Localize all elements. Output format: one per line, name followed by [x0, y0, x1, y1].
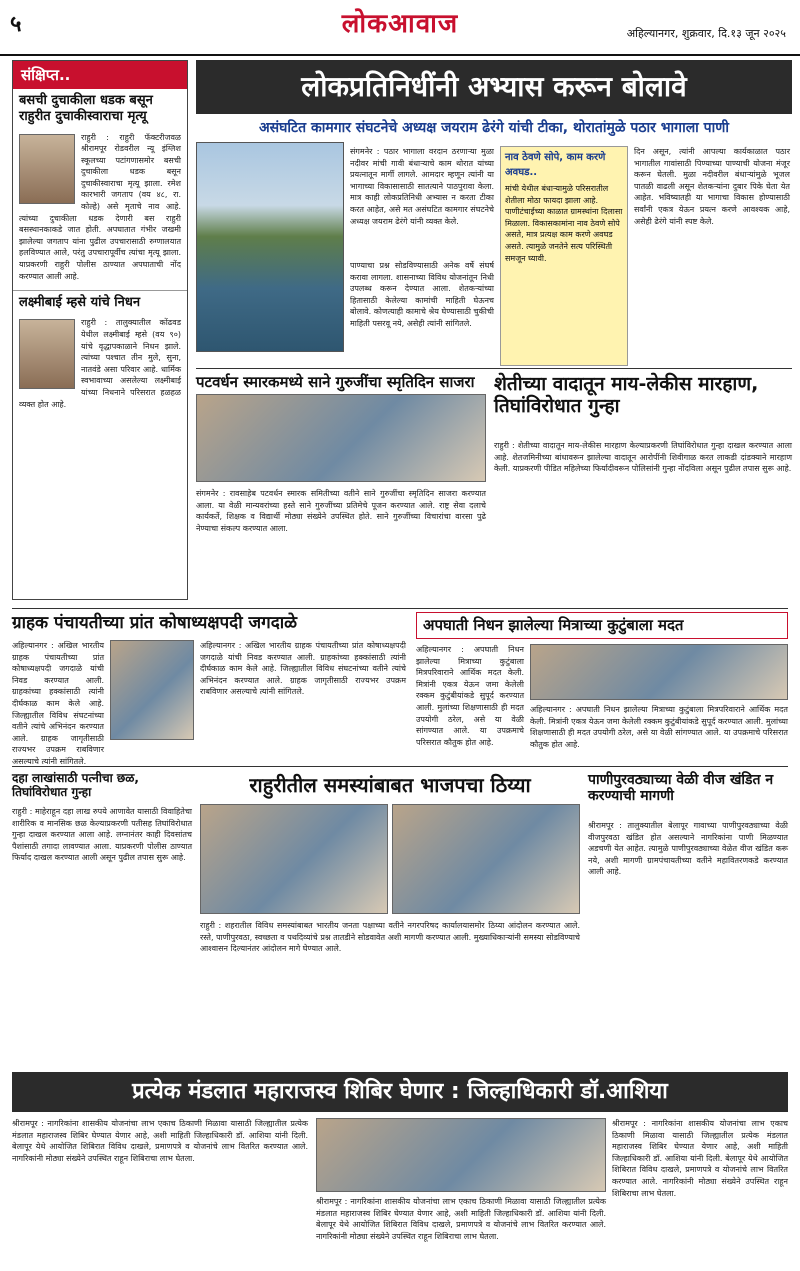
sane-guruji-body: संगमनेर : रावसाहेब पटवर्धन स्मारक समितीच्या वतीने साने गुरुजींचा स्मृतिदिन साजरा करण्यात आला. या वेळी मान्यवरांच्या हस्ते साने गुरुजींच्या प्रतिमेचे पूजन करण्यात आले. राष्ट्र सेवा दलाचे कार्यकर्ते, शिक्षक व विद्यार्थी मोठ्या संख्येने उपस्थित होते. साने गुरुजींच्या विचारांचा वारसा पुढे नेण्याचा संकल्प करण्यात आला. — [196, 489, 486, 533]
page-number: ५ — [10, 12, 22, 37]
protest-photo-1 — [200, 804, 388, 914]
portrait-photo — [19, 319, 75, 389]
accident-help-body: अहिल्यानगर : अपघाती निधन झालेल्या मित्राच्या कुटुंबाला मित्रपरिवाराने आर्थिक मदत केली. मित्रांनी एकत्र येऊन जमा केलेली रक्कम कुटुंबीयांकडे सुपूर्द करण्यात आली. मुलांच्या शिक्षणासाठी ही मदत उपयोगी ठरेल, असे या वेळी सांगण्यात आले. या उपक्रमाचे परिसरात कौतुक होत आहे. — [416, 645, 524, 747]
sane-guruji-headline: पटवर्धन स्मारकमध्ये साने गुरुजींचा स्मृतिदिन साजरा — [196, 373, 475, 391]
group-photo — [530, 644, 788, 700]
revenue-camp-body-2: श्रीरामपूर : नागरिकांना शासकीय योजनांचा लाभ एकाच ठिकाणी मिळावा यासाठी जिल्ह्यातील प्रत्येक मंडलात महाराजस्व शिबिर घेण्यात येणार आहे, अशी माहिती जिल्हाधिकारी डॉ. आशिया यांनी दिली. बेलापूर येथे आयोजित शिबिरात विविध दाखले, प्रमाणपत्रे व योजनांचे लाभ वितरित करण्यात आले. नागरिकांनी मोठ्या संख्येने उपस्थित राहून शिबिराचा लाभ घेतला. — [316, 1197, 606, 1241]
brief-news-sidebar — [12, 60, 188, 600]
highlight-box-body: मांची येथील बंधाऱ्यामुळे परिसरातील शेतीला मोठा फायदा झाला आहे. पाणीटंचाईच्या काळात ग्रामस्थांना दिलासा मिळाला. विकासकामांना नाव ठेवणे सोपे असते, मात्र प्रत्यक्ष काम करणे अवघड असते. त्यामुळे जनतेने सत्य परिस्थिती समजून घ्यावी. — [505, 184, 623, 263]
camp-photo — [316, 1118, 606, 1192]
assault-headline: शेतीच्या वादातून माय-लेकीस मारहाण, तिघांविरोधात गुन्हा — [494, 373, 759, 417]
consumer-panchayat-headline: ग्राहक पंचायतीच्या प्रांत कोषाध्यक्षपदी जगदाळे — [12, 613, 298, 633]
power-cut-body: श्रीरामपूर : तालुक्यातील बेलापूर गावाच्या पाणीपुरवठ्याच्या वेळी वीजपुरवठा खंडित होत असल्याने नागरिकांना पाणी मिळण्यात अडचणी येत आहेत. त्यामुळे पाणीपुरवठ्याच्या वेळेत वीज खंडित करू नये, अशी मागणी ग्रामपंचायतीच्या वतीने महावितरणकडे करण्यात आली आहे. — [588, 821, 788, 877]
dateline: अहिल्यानगर, शुक्रवार, दि.१३ जून २०२५ — [626, 27, 786, 40]
lead-highlight-box — [500, 146, 628, 366]
revenue-camp-body-3: श्रीरामपूर : नागरिकांना शासकीय योजनांचा लाभ एकाच ठिकाणी मिळावा यासाठी जिल्ह्यातील प्रत्येक मंडलात महाराजस्व शिबिर घेण्यात येणार आहे, अशी माहिती जिल्हाधिकारी डॉ. आशिया यांनी दिली. बेलापूर येथे आयोजित शिबिरात विविध दाखले, प्रमाणपत्रे व योजनांचे लाभ वितरित करण्यात आले. नागरिकांनी मोठ्या संख्येने उपस्थित राहून शिबिराचा लाभ घेतला. — [612, 1119, 788, 1198]
divider — [12, 608, 788, 609]
harassment-body: राहुरी : माहेराहून दहा लाख रुपये आणावेत यासाठी विवाहितेचा शारीरिक व मानसिक छळ केल्याप्रकरणी पतीसह तिघांविरोधात गुन्हा दाखल करण्यात आला आहे. लग्नानंतर काही दिवसांतच पैशांसाठी तगादा लावण्यात आला. याप्रकरणी पोलीस ठाण्यात फिर्याद दाखल करण्यात आली असून पुढील तपास सुरू आहे. — [12, 807, 192, 863]
lead-subheadline: असंघटित कामगार संघटनेचे अध्यक्ष जयराम ढेरंगे यांची टीका, थोरातांमुळे पठार भागाला पाणी — [258, 120, 730, 136]
highlight-box-title: नाव ठेवणे सोपे, काम करणे अवघड.. — [505, 152, 606, 178]
event-photo — [196, 394, 486, 482]
brief-headline-1: बसची दुचाकीला धडक बसून राहुरीत दुचाकीस्वाराचा मृत्यू — [19, 93, 153, 125]
lead-column-2: पाण्याचा प्रश्न सोडविण्यासाठी अनेक वर्षे संघर्ष करावा लागला. शासनाच्या विविध योजनांतून निधी उपलब्ध करून देण्यात आला. शेतकऱ्यांच्या हितासाठी केलेल्या कामांची माहिती घेऊनच बोलावे. कोणत्याही कामाचे श्रेय घेण्यासाठी चुकीची माहिती पसरवू नये, असेही त्यांनी सांगितले. — [350, 261, 494, 328]
consumer-panchayat-body-a: अहिल्यानगर : अखिल भारतीय ग्राहक पंचायतीच्या प्रांत कोषाध्यक्षपदी जगदाळे यांची निवड करण्यात आली. ग्राहकांच्या हक्कांसाठी त्यांनी दीर्घकाळ काम केले आहे. जिल्ह्यातील विविध संघटनांच्या वतीने त्यांचे अभिनंदन करण्यात आले. ग्राहक जागृतीसाठी राज्यभर उपक्रम राबविणार असल्याचे त्यांनी सांगितले. — [12, 641, 104, 766]
dam-photo — [196, 142, 344, 352]
lead-column-3: दिन असून, त्यांनी आपल्या कार्यकाळात पठार भागातील गावांसाठी पिण्याच्या पाण्याची योजना मंजूर करून घेतली. मुळा नदीवरील बंधाऱ्यांमुळे भूजल पातळी वाढली असून शेतकऱ्यांना दुबार पिके घेता येत आहेत. भविष्यातही या भागाचा विकास होण्यासाठी सर्वांनी एकत्र येऊन प्रयत्न करणे आवश्यक आहे, असेही ढेरंगे यांनी स्पष्ट केले. — [634, 147, 790, 226]
revenue-camp-headline: प्रत्येक मंडलात महाराजस्व शिबिर घेणार : जिल्हाधिकारी डॉ.आशिया — [12, 1072, 788, 1112]
divider — [196, 368, 792, 369]
sidebar-title: संक्षिप्त.. — [13, 61, 187, 89]
protest-photo-2 — [392, 804, 580, 914]
lead-column-1: संगमनेर : पठार भागाला वरदान ठरणाऱ्या मुळा नदीवर मांची गावी बंधाऱ्याचे काम थोरात यांच्या प्रयत्नातून मार्गी लागले. आमदार म्हणून त्यांनी या भागाच्या विकासासाठी सातत्याने पाठपुरावा केला. मात्र काही लोकप्रतिनिधी अभ्यास न करता टीका करत आहेत, असे मत असंघटित कामगार संघटनेचे अध्यक्ष जयराम ढेरंगे यांनी व्यक्त केले. — [350, 147, 494, 226]
revenue-camp-body: श्रीरामपूर : नागरिकांना शासकीय योजनांचा लाभ एकाच ठिकाणी मिळावा यासाठी जिल्ह्यातील प्रत्येक मंडलात महाराजस्व शिबिर घेण्यात येणार आहे, अशी माहिती जिल्हाधिकारी डॉ. आशिया यांनी दिली. बेलापूर येथे आयोजित शिबिरात विविध दाखले, प्रमाणपत्रे व योजनांचे लाभ वितरित करण्यात आले. नागरिकांनी मोठ्या संख्येने उपस्थित राहून शिबिराचा लाभ घेतला. — [12, 1119, 308, 1163]
accident-help-headline: अपघाती निधन झालेल्या मित्राच्या कुटुंबाला मदत — [416, 612, 788, 639]
lead-headline: लोकप्रतिनिधींनी अभ्यास करून बोलावे — [196, 60, 792, 114]
brief-headline-2: लक्ष्मीबाई म्हसे यांचे निधन — [13, 290, 187, 315]
harassment-headline: दहा लाखांसाठी पत्नीचा छळ, तिघांविरोधात गुन्हा — [12, 771, 139, 799]
power-cut-headline: पाणीपुरवठ्याच्या वेळी वीज खंडित न करण्याची मागणी — [588, 772, 774, 805]
divider — [12, 766, 788, 767]
brief-body-2: राहुरी : तालुक्यातील कोंढवड येथील लक्ष्मीबाई म्हसे (वय ९०) यांचे वृद्धापकाळाने निधन झाले. त्यांच्या पश्चात तीन मुले, सुना, नातवंडे असा परिवार आहे. धार्मिक स्वभावाच्या असलेल्या लक्ष्मीबाई यांच्या निधनाने परिसरात हळहळ व्यक्त होत आहे. — [19, 318, 181, 409]
newspaper-logo: लोकआवाज — [341, 9, 459, 39]
accident-help-body-2: अहिल्यानगर : अपघाती निधन झालेल्या मित्राच्या कुटुंबाला मित्रपरिवाराने आर्थिक मदत केली. मित्रांनी एकत्र येऊन जमा केलेली रक्कम कुटुंबीयांकडे सुपूर्द करण्यात आली. मुलांच्या शिक्षणासाठी ही मदत उपयोगी ठरेल, असे या वेळी सांगण्यात आले. या उपक्रमाचे परिसरात कौतुक होत आहे. — [530, 705, 788, 749]
consumer-panchayat-body-b: अहिल्यानगर : अखिल भारतीय ग्राहक पंचायतीच्या प्रांत कोषाध्यक्षपदी जगदाळे यांची निवड करण्यात आली. ग्राहकांच्या हक्कांसाठी त्यांनी दीर्घकाळ काम केले आहे. जिल्ह्यातील विविध संघटनांच्या वतीने त्यांचे अभिनंदन करण्यात आले. ग्राहक जागृतीसाठी राज्यभर उपक्रम राबविणार असल्याचे त्यांनी सांगितले. — [200, 641, 406, 697]
assault-body: राहुरी : शेतीच्या वादातून माय-लेकीस मारहाण केल्याप्रकरणी तिघांविरोधात गुन्हा दाखल करण्यात आला आहे. शेतजमिनीच्या बांधावरून झालेल्या वादातून आरोपींनी शिवीगाळ करत लाकडी दांडक्याने मारहाण केली. याप्रकरणी पीडित महिलेच्या फिर्यादीवरून पोलिसांनी गुन्हा नोंदविला असून पुढील तपास सुरू आहे. — [494, 441, 792, 474]
portrait-photo — [110, 640, 194, 740]
bjp-protest-body: राहुरी : शहरातील विविध समस्यांबाबत भारतीय जनता पक्षाच्या वतीने नगरपरिषद कार्यालयासमोर ठिय्या आंदोलन करण्यात आले. रस्ते, पाणीपुरवठा, स्वच्छता व पथदिव्यांचे प्रश्न तातडीने सोडवावेत अशी मागणी करण्यात आली. मुख्याधिकाऱ्यांनी समस्या सोडविण्याचे आश्वासन दिल्यानंतर आंदोलन मागे घेण्यात आले. — [200, 921, 580, 954]
portrait-photo — [19, 134, 75, 204]
masthead — [0, 0, 800, 56]
brief-body-1: राहुरी : राहुरी फॅक्टरीजवळ श्रीरामपूर रोडवरील न्यू इंग्लिश स्कूलच्या पटांगणासमोर बसची दुचाकीला धडक बसून दुचाकीस्वाराचा मृत्यू झाला. रमेश कारभारी जगताप (वय ४८, रा. कोल्हे) असे मृताचे नाव आहे. त्यांच्या दुचाकीला धडक देणारी बस राहुरी बसस्थानकाकडे जात होती. अपघातात गंभीर जखमी झालेल्या जगताप यांना पुढील उपचारासाठी रुग्णालयात हलविण्यात आले, परंतु उपचारापूर्वीच त्यांचा मृत्यू झाला. याप्रकरणी राहुरी पोलीस ठाण्यात अपघाताची नोंद करण्यात आली आहे. — [19, 132, 181, 281]
bjp-protest-headline: राहुरीतील समस्यांबाबत भाजपचा ठिय्या — [249, 773, 531, 797]
